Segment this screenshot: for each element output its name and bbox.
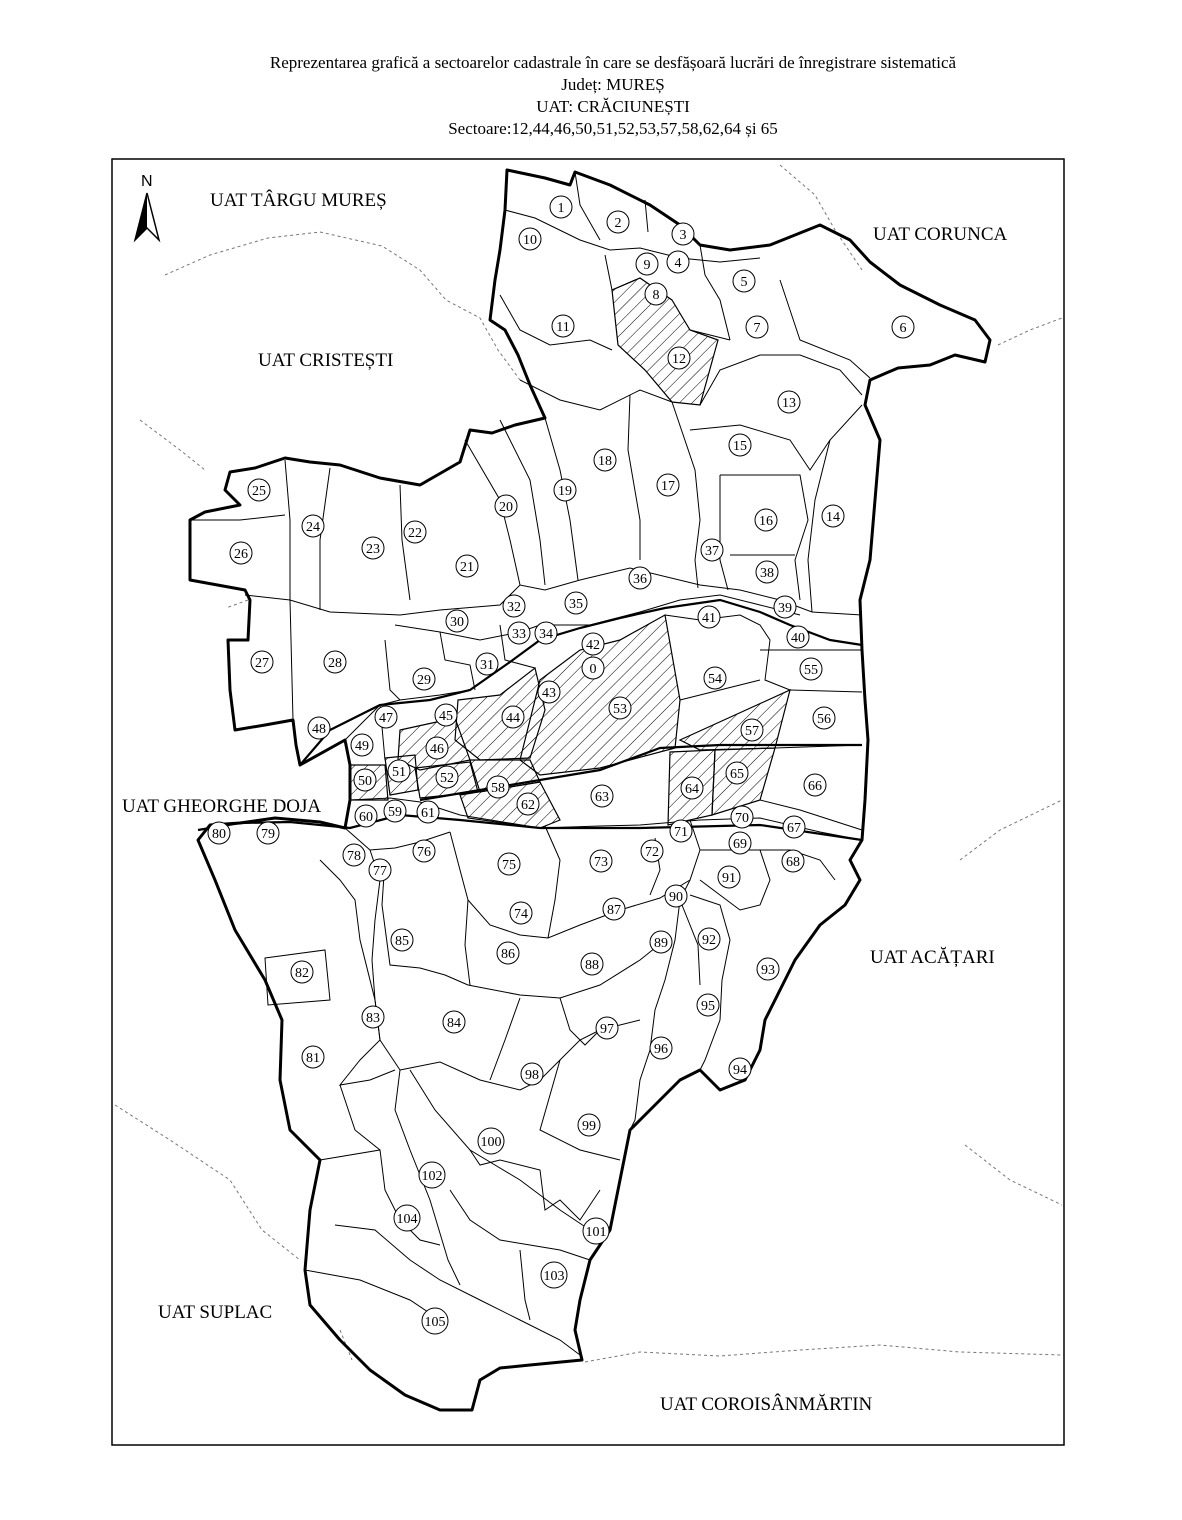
sector-label-41 — [698, 606, 720, 628]
sector-number: 54 — [708, 672, 722, 687]
neighbour-cristesti: UAT CRISTEȘTI — [258, 350, 394, 371]
sector-number: 18 — [598, 454, 612, 469]
sector-number: 91 — [722, 871, 736, 886]
sector-label-7 — [746, 316, 768, 338]
sector-label-33 — [508, 622, 530, 644]
sector-label-72 — [641, 840, 663, 862]
sector-label-47 — [375, 706, 397, 728]
sector-number: 104 — [396, 1212, 418, 1227]
sector-label-90 — [665, 885, 687, 907]
sector-label-26 — [230, 542, 252, 564]
sector-label-40 — [787, 626, 809, 648]
sector-number: 71 — [674, 825, 688, 840]
county-line: Județ: MUREȘ — [561, 75, 665, 94]
neighbour-gheorghe-doja: UAT GHEORGHE DOJA — [122, 796, 322, 817]
sector-label-35 — [565, 592, 587, 614]
sector-number: 86 — [501, 947, 515, 962]
sector-label-36 — [629, 567, 651, 589]
sector-number: 64 — [685, 782, 699, 797]
sector-number: 43 — [542, 686, 556, 701]
sector-number: 69 — [733, 837, 747, 852]
title-line: Reprezentarea grafică a sectoarelor cadastrale în care se desfășoară lucrări de înregistrare sistematică — [269, 53, 957, 72]
sector-number: 33 — [512, 627, 526, 642]
sector-number: 11 — [556, 320, 570, 335]
sector-label-88 — [581, 953, 603, 975]
sector-label-68 — [782, 850, 804, 872]
sector-number: 67 — [787, 821, 801, 836]
neighbour-corunca: UAT CORUNCA — [873, 224, 1008, 245]
sector-number: 28 — [328, 656, 342, 671]
neighbour-coroisanmartin: UAT COROISÂNMĂRTIN — [660, 1394, 873, 1415]
sector-number: 12 — [672, 352, 686, 367]
sector-label-85 — [391, 929, 413, 951]
sector-number: 65 — [730, 767, 744, 782]
sector-number: 36 — [633, 572, 647, 587]
sector-label-80 — [208, 822, 230, 844]
sector-label-51 — [388, 760, 410, 782]
sector-label-98 — [521, 1063, 543, 1085]
sector-label-20 — [495, 495, 517, 517]
sector-label-10 — [519, 228, 541, 250]
sector-label-99 — [578, 1114, 600, 1136]
sector-label-28 — [324, 651, 346, 673]
hatched-sector-57 — [680, 690, 790, 750]
sector-number: 80 — [212, 827, 226, 842]
sector-number: 16 — [759, 514, 773, 529]
sector-number: 57 — [745, 724, 759, 739]
sector-number: 29 — [417, 673, 431, 688]
sector-label-52 — [436, 766, 458, 788]
sector-number: 51 — [392, 765, 406, 780]
sector-number: 27 — [255, 656, 269, 671]
sector-label-0 — [582, 657, 604, 679]
sector-label-64 — [681, 777, 703, 799]
sector-number: 82 — [295, 966, 309, 981]
sector-label-44 — [502, 706, 524, 728]
sector-number: 19 — [558, 484, 572, 499]
sector-number: 70 — [735, 811, 749, 826]
sector-label-105 — [422, 1308, 448, 1334]
sector-number: 93 — [761, 963, 775, 978]
sector-number: 17 — [661, 479, 675, 494]
uat-line: UAT: CRĂCIUNEȘTI — [536, 97, 690, 116]
sector-number: 58 — [491, 781, 505, 796]
sectors-line: Sectoare:12,44,46,50,51,52,53,57,58,62,64 și 65 — [448, 119, 778, 138]
sector-number: 9 — [643, 258, 651, 273]
north-label: N — [141, 173, 153, 190]
sector-label-25 — [248, 479, 270, 501]
sector-number: 22 — [408, 526, 422, 541]
sector-label-102 — [419, 1162, 445, 1188]
sector-label-67 — [783, 816, 805, 838]
sector-number: 0 — [589, 662, 597, 677]
sector-label-104 — [394, 1205, 420, 1231]
sector-number: 31 — [480, 658, 494, 673]
sector-number: 53 — [613, 702, 627, 717]
sector-label-11 — [552, 315, 574, 337]
sector-number: 74 — [514, 907, 528, 922]
sector-label-46 — [426, 737, 448, 759]
sector-label-58 — [487, 776, 509, 798]
sector-label-18 — [594, 449, 616, 471]
sector-number: 32 — [507, 600, 521, 615]
sector-label-8 — [645, 283, 667, 305]
sector-number: 81 — [306, 1051, 320, 1066]
sector-number: 55 — [804, 663, 818, 678]
sector-label-48 — [308, 717, 330, 739]
sector-number: 37 — [705, 544, 719, 559]
sector-number: 72 — [645, 845, 659, 860]
sector-number: 52 — [440, 771, 454, 786]
sector-number: 61 — [421, 806, 435, 821]
sector-label-3 — [672, 223, 694, 245]
sector-number: 2 — [614, 216, 622, 231]
sector-number: 79 — [261, 827, 275, 842]
sector-label-22 — [404, 521, 426, 543]
neighbour-acatari: UAT ACĂȚARI — [870, 947, 995, 968]
sector-number: 56 — [817, 712, 831, 727]
sector-number: 97 — [600, 1022, 614, 1037]
sector-label-9 — [636, 253, 658, 275]
sector-number: 42 — [586, 638, 600, 653]
sector-label-63 — [591, 785, 613, 807]
sector-label-69 — [729, 832, 751, 854]
sector-label-50 — [354, 769, 376, 791]
sector-number: 5 — [740, 275, 748, 290]
sector-label-94 — [729, 1058, 751, 1080]
sector-number: 47 — [379, 711, 393, 726]
sector-number: 76 — [417, 845, 431, 860]
sector-number: 102 — [421, 1169, 443, 1184]
sector-label-78 — [343, 844, 365, 866]
north-arrow — [135, 173, 159, 240]
sector-number: 20 — [499, 500, 513, 515]
sector-label-87 — [603, 898, 625, 920]
sector-label-100 — [478, 1128, 504, 1154]
sector-label-81 — [302, 1046, 324, 1068]
sector-label-29 — [413, 668, 435, 690]
sector-label-17 — [657, 474, 679, 496]
sector-label-62 — [517, 793, 539, 815]
sector-label-39 — [774, 596, 796, 618]
sector-label-76 — [413, 840, 435, 862]
sector-number: 38 — [760, 566, 774, 581]
sector-label-73 — [590, 850, 612, 872]
sector-label-13 — [778, 391, 800, 413]
sector-number: 25 — [252, 484, 266, 499]
sector-number: 87 — [607, 903, 621, 918]
sector-label-103 — [541, 1262, 567, 1288]
sector-number: 84 — [447, 1016, 461, 1031]
sector-label-5 — [733, 270, 755, 292]
sector-number: 44 — [506, 711, 520, 726]
sector-label-56 — [813, 707, 835, 729]
sector-number: 101 — [585, 1225, 607, 1240]
sector-label-31 — [476, 653, 498, 675]
sector-number: 10 — [523, 233, 537, 248]
sector-label-12 — [668, 347, 690, 369]
sector-label-95 — [697, 994, 719, 1016]
sector-number: 66 — [808, 779, 822, 794]
sector-label-23 — [362, 537, 384, 559]
sector-number: 46 — [430, 742, 444, 757]
sector-label-2 — [607, 211, 629, 233]
sector-label-21 — [456, 555, 478, 577]
sector-label-16 — [755, 509, 777, 531]
sector-label-61 — [417, 801, 439, 823]
sector-label-53 — [609, 697, 631, 719]
sector-number: 23 — [366, 542, 380, 557]
sector-number: 73 — [594, 855, 608, 870]
sector-number: 78 — [347, 849, 361, 864]
sector-label-45 — [435, 704, 457, 726]
neighbour-targu-mures: UAT TÂRGU MUREȘ — [210, 190, 387, 211]
sector-number: 6 — [899, 321, 907, 336]
sector-label-89 — [650, 931, 672, 953]
sector-number: 63 — [595, 790, 609, 805]
sector-label-70 — [731, 806, 753, 828]
sector-number: 88 — [585, 958, 599, 973]
sector-label-75 — [498, 853, 520, 875]
sector-label-6 — [892, 316, 914, 338]
sector-number: 85 — [395, 934, 409, 949]
sector-number: 3 — [679, 228, 687, 243]
sector-label-65 — [726, 762, 748, 784]
hatched-sector-44 — [455, 668, 545, 760]
sector-number: 99 — [582, 1119, 596, 1134]
neighbour-suplac: UAT SUPLAC — [158, 1302, 273, 1323]
sector-label-66 — [804, 774, 826, 796]
sector-number: 103 — [543, 1269, 565, 1284]
sector-label-14 — [822, 505, 844, 527]
sector-label-59 — [384, 800, 406, 822]
sector-number: 26 — [234, 547, 248, 562]
sector-number: 95 — [701, 999, 715, 1014]
sector-number: 21 — [460, 560, 474, 575]
sector-label-91 — [718, 866, 740, 888]
neighbour-labels — [122, 189, 1008, 1415]
sector-number: 41 — [702, 611, 716, 626]
sector-number: 62 — [521, 798, 535, 813]
sector-label-74 — [510, 902, 532, 924]
sector-number: 77 — [373, 864, 387, 879]
sector-number: 4 — [674, 256, 682, 271]
sector-number: 105 — [424, 1315, 446, 1330]
sector-label-42 — [582, 633, 604, 655]
sector-number: 90 — [669, 890, 683, 905]
sector-label-71 — [670, 820, 692, 842]
sector-number: 75 — [502, 858, 516, 873]
sector-label-49 — [351, 734, 373, 756]
sector-number: 45 — [439, 709, 453, 724]
sector-label-15 — [729, 434, 751, 456]
sector-number: 39 — [778, 601, 792, 616]
sector-label-86 — [497, 942, 519, 964]
sector-number: 13 — [782, 396, 796, 411]
sector-label-55 — [800, 658, 822, 680]
sector-number: 35 — [569, 597, 583, 612]
sector-number: 15 — [733, 439, 747, 454]
sector-number: 24 — [306, 520, 320, 535]
sector-number: 40 — [791, 631, 805, 646]
sector-number: 30 — [450, 615, 464, 630]
sector-number: 60 — [359, 810, 373, 825]
sector-label-27 — [251, 651, 273, 673]
sector-label-93 — [757, 958, 779, 980]
sector-label-92 — [698, 928, 720, 950]
sector-label-82 — [291, 961, 313, 983]
sector-number: 96 — [654, 1042, 668, 1057]
sector-label-30 — [446, 610, 468, 632]
sector-label-97 — [596, 1017, 618, 1039]
sector-label-96 — [650, 1037, 672, 1059]
sector-number: 14 — [826, 510, 840, 525]
sector-label-101 — [583, 1218, 609, 1244]
sector-label-79 — [257, 822, 279, 844]
sector-number: 89 — [654, 936, 668, 951]
sector-number: 34 — [539, 627, 553, 642]
sector-label-60 — [355, 805, 377, 827]
sector-number: 98 — [525, 1068, 539, 1083]
sector-number: 50 — [358, 774, 372, 789]
sector-number: 100 — [480, 1135, 502, 1150]
sector-number: 92 — [702, 933, 716, 948]
sector-number: 59 — [388, 805, 402, 820]
sector-number: 1 — [557, 201, 565, 216]
sector-label-34 — [535, 622, 557, 644]
sector-label-37 — [701, 539, 723, 561]
sector-number: 7 — [753, 321, 761, 336]
sector-number: 94 — [733, 1063, 747, 1078]
sector-label-24 — [302, 515, 324, 537]
sector-label-83 — [362, 1006, 384, 1028]
sector-number: 49 — [355, 739, 369, 754]
sector-label-4 — [667, 251, 689, 273]
sector-label-77 — [369, 859, 391, 881]
sector-number: 83 — [366, 1011, 380, 1026]
sector-number: 48 — [312, 722, 326, 737]
sector-number: 68 — [786, 855, 800, 870]
sector-label-57 — [741, 719, 763, 741]
sector-label-54 — [704, 667, 726, 689]
sector-label-43 — [538, 681, 560, 703]
sector-label-84 — [443, 1011, 465, 1033]
sector-label-19 — [554, 479, 576, 501]
sector-label-38 — [756, 561, 778, 583]
sector-label-32 — [503, 595, 525, 617]
sector-label-1 — [550, 196, 572, 218]
sector-number: 8 — [652, 288, 660, 303]
